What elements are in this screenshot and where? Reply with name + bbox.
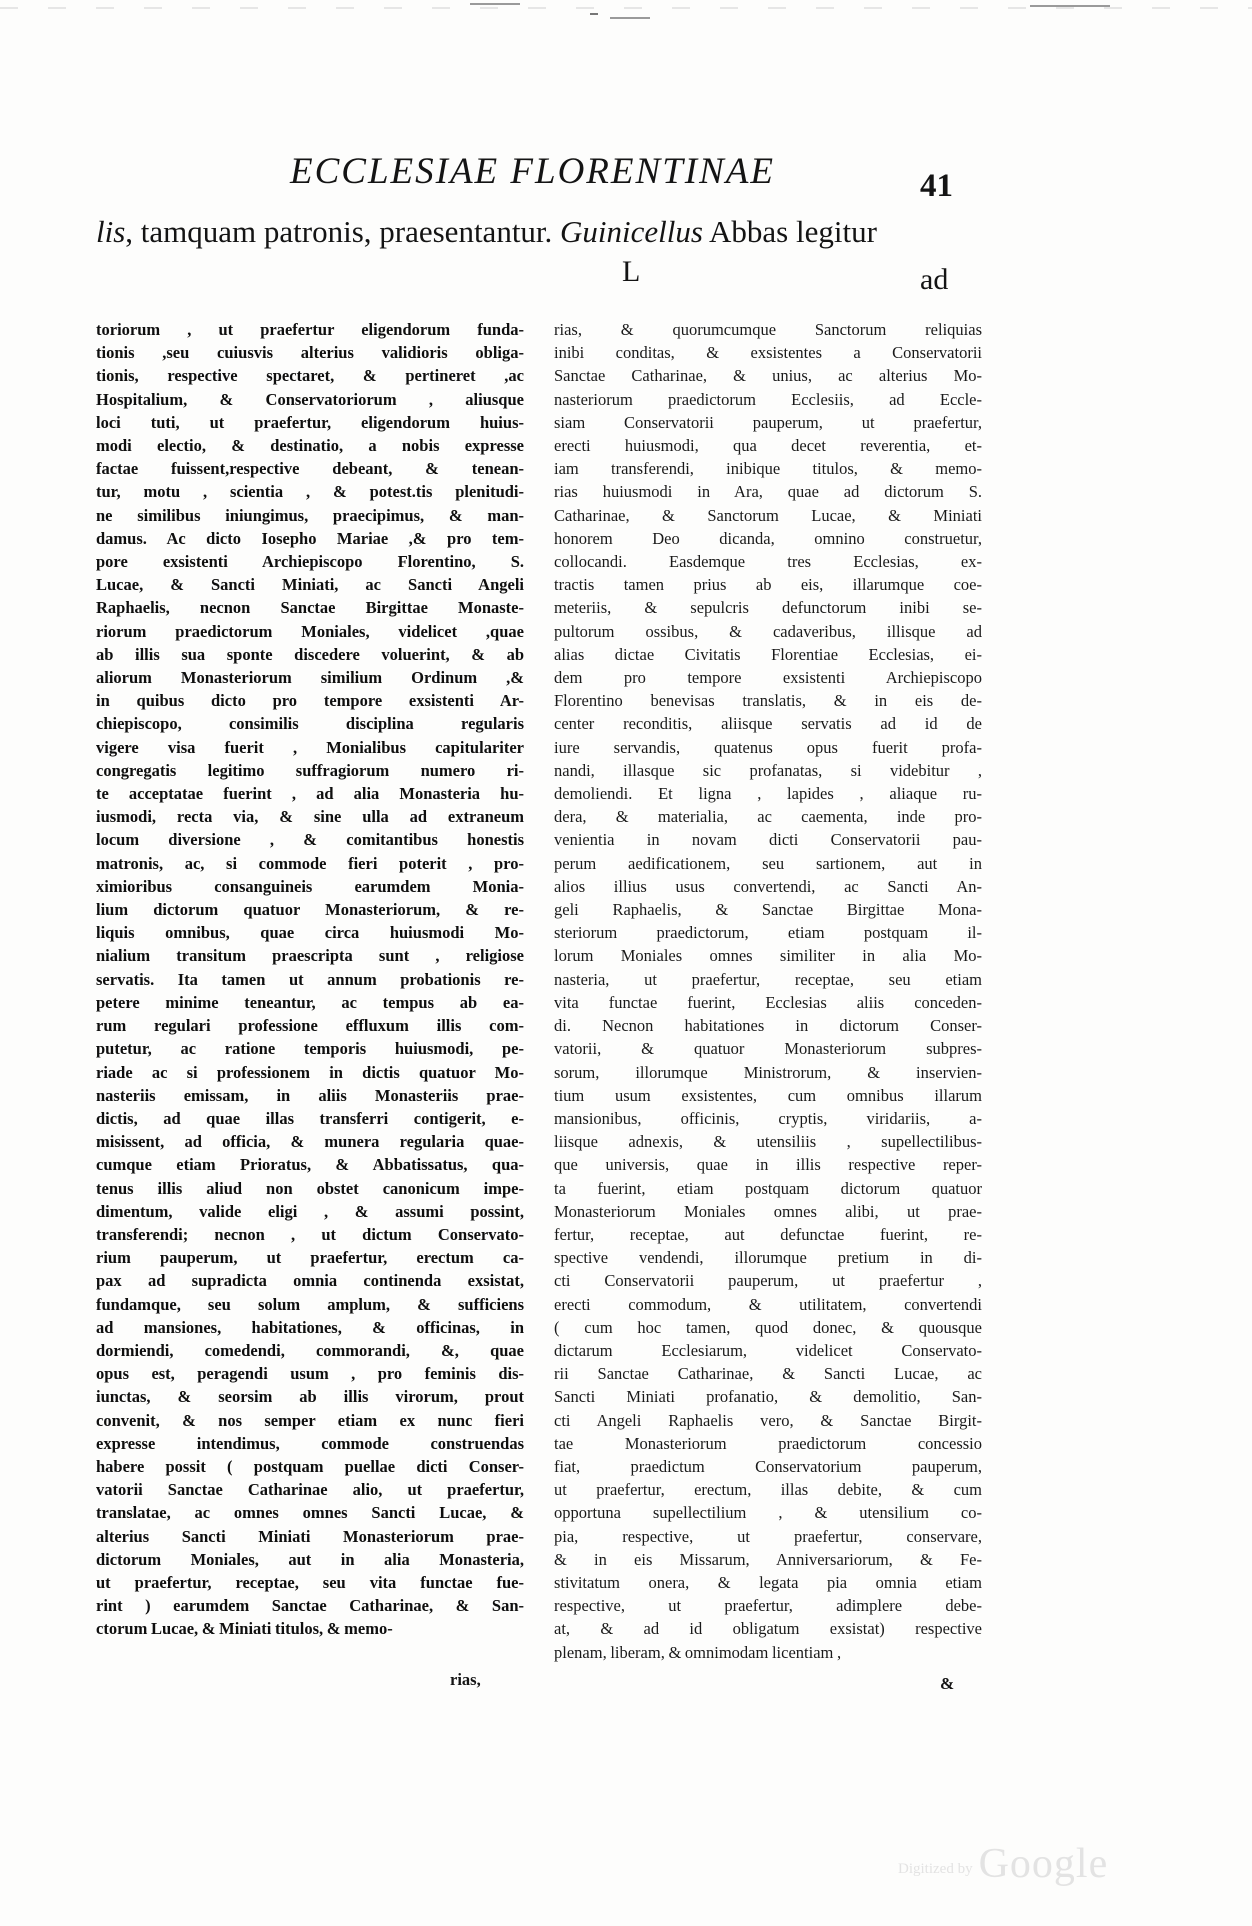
text-line: dormiendi, comedendi, commorandi, &, quae: [96, 1340, 524, 1360]
text-line: chiepiscopo, consimilis disciplina regularis: [96, 714, 524, 734]
text-line: vita functae fuerint, Ecclesias aliis conceden-: [554, 992, 982, 1012]
text-line: ut praefertur, erectum, illas debite, & cum: [554, 1480, 982, 1500]
text-line: at, & ad id obligatum exsistat) respective: [554, 1619, 982, 1639]
text-line: opus est, peragendi usum , pro feminis dis-: [96, 1364, 524, 1384]
text-line: alias dictae Civitatis Florentiae Ecclesias, ei-: [554, 644, 982, 664]
text-line: dictorum Moniales, aut in alia Monasteria,: [96, 1549, 524, 1569]
text-line: tionis ,seu cuiusvis alterius validioris obliga-: [96, 343, 524, 363]
previous-page-tail: [96, 214, 986, 250]
text-line: dera, & materialia, ac caementa, inde pro-: [554, 807, 982, 827]
text-line: iunctas, & seorsim ab illis virorum, prout: [96, 1387, 524, 1407]
text-line: lorum Moniales omnes similiter in alia Mo-: [554, 946, 982, 966]
text-line: pore exsistenti Archiepiscopo Florentino, S.: [96, 552, 524, 572]
text-line: expresse intendimus, commode construendas: [96, 1433, 524, 1453]
text-line: vigere visa fuerit , Monialibus capitulariter: [96, 737, 524, 757]
text-line: congregatis legitimo suffragiorum numero ri-: [96, 760, 524, 780]
text-line: ta fuerint, etiam postquam dictorum quatuor: [554, 1178, 982, 1198]
text-line: in quibus dicto pro tempore exsistenti Ar-: [96, 691, 524, 711]
text-line: tae Monasteriorum praedictorum concessio: [554, 1433, 982, 1453]
text-line: perum aedificationem, seu sartionem, aut in: [554, 853, 982, 873]
text-columns: [96, 318, 986, 1758]
text-line: pia, respective, ut praefertur, conservare,: [554, 1526, 982, 1546]
text-line: opportuna supellectilium , & utensilium co-: [554, 1503, 982, 1523]
left-column-catchword: rias,: [450, 1670, 481, 1689]
text-line: translatae, ac omnes omnes Sancti Lucae, &: [96, 1503, 524, 1523]
text-line: cti Angeli Raphaelis vero, & Sanctae Birgit-: [554, 1410, 982, 1430]
text-line: tium usum exsistentes, cum omnibus illarum: [554, 1085, 982, 1105]
text-line: locum diversione , & comitantibus honestis: [96, 830, 524, 850]
text-line: meteriis, & sepulcris defunctorum inibi se-: [554, 598, 982, 618]
text-line: dem pro tempore exsistenti Archiepiscopo: [554, 668, 982, 688]
text-line: liisque adnexis, & utensiliis , supellectilibus-: [554, 1132, 982, 1152]
text-line: collocandi. Easdemque tres Ecclesias, ex-: [554, 552, 982, 572]
text-line: modi electio, & destinatio, a nobis expresse: [96, 436, 524, 456]
text-line: Sancti Miniati profanatio, & demolitio, San-: [554, 1387, 982, 1407]
text-line: loci tuti, ut praefertur, eligendorum huius-: [96, 412, 524, 432]
text-line: tenus illis aliud non obstet canonicum impe-: [96, 1178, 524, 1198]
text-line: fiat, praedictum Conservatorium pauperum,: [554, 1456, 982, 1476]
text-line: ne similibus iniungimus, praecipimus, & man-: [96, 505, 524, 525]
text-line: aliorum Monasteriorum similium Ordinum ,&: [96, 668, 524, 688]
tail-end: Abbas legitur: [702, 214, 877, 249]
digitized-watermark: [898, 1840, 1108, 1888]
text-line: mansionibus, officinis, cryptis, viridariis, a-: [554, 1108, 982, 1128]
text-line: ( cum hoc tamen, quod donec, & quousque: [554, 1317, 982, 1337]
text-line: Lucae, & Sancti Miniati, ac Sancti Angeli: [96, 575, 524, 595]
text-line: alios illius usus convertendi, ac Sancti An-: [554, 876, 982, 896]
text-line: rint ) earumdem Sanctae Catharinae, & San-: [96, 1596, 524, 1616]
text-line: pultorum ossibus, & cadaveribus, illisque ad: [554, 621, 982, 641]
text-line: plenam, liberam, & omnimodam licentiam ,: [554, 1642, 842, 1662]
text-line: steriorum praedictorum, etiam postquam il-: [554, 923, 982, 943]
text-line: ximioribus consanguineis earumdem Monia-: [96, 876, 524, 896]
text-line: iam transferendi, inibique titulos, & memo-: [554, 459, 982, 479]
text-line: cumque etiam Prioratus, & Abbatissatus, qua-: [96, 1155, 524, 1175]
right-column-catchword: &: [940, 1674, 955, 1693]
text-line: ctorum Lucae, & Miniati titulos, & memo-: [96, 1619, 393, 1639]
text-line: nasteria, ut praefertur, receptae, seu etiam: [554, 969, 982, 989]
text-line: tur, motu , scientia , & potest.tis plenitudi-: [96, 482, 524, 502]
text-line: Monasteriorum Moniales omnes alibi, ut prae-: [554, 1201, 982, 1221]
text-line: te acceptatae fuerint , ad alia Monasteria hu-: [96, 784, 524, 804]
text-line: ad mansiones, habitationes, & officinas, in: [96, 1317, 524, 1337]
text-line: erecti huiusmodi, qua decet reverentia, et-: [554, 436, 982, 456]
text-line: dictis, ad quae illas transferri contigerit, e-: [96, 1108, 524, 1128]
text-line: Sanctae Catharinae, & unius, ac alterius Mo-: [554, 366, 982, 386]
text-line: siam Conservatorii pauperum, ut praefertur,: [554, 412, 982, 432]
text-line: rii Sanctae Catharinae, & Sancti Lucae, ac: [554, 1364, 982, 1384]
text-line: nialium transitum praescripta sunt , religiose: [96, 946, 524, 966]
text-line: rium pauperum, ut praefertur, erectum ca-: [96, 1248, 524, 1268]
gathering-signature: L: [622, 255, 641, 288]
text-line: ab illis sua sponte discedere voluerint, & ab: [96, 644, 524, 664]
page-number: 41: [920, 168, 953, 204]
text-line: pax ad supradicta omnia continenda exsistat,: [96, 1271, 524, 1291]
text-line: stivitatum onera, & legata pia omnia etiam: [554, 1572, 982, 1592]
text-line: putetur, ac ratione temporis huiusmodi, pe-: [96, 1039, 524, 1059]
watermark-big: Google: [978, 1841, 1109, 1887]
text-line: lium dictorum quatuor Monasteriorum, & re-: [96, 900, 524, 920]
text-line: fertur, receptae, aut defunctae fuerint, re-: [554, 1224, 982, 1244]
text-line: honorem Deo dicanda, omnino construetur,: [554, 528, 982, 548]
text-line: di. Necnon habitationes in dictorum Conser-: [554, 1016, 982, 1036]
text-line: cti Conservatorii pauperum, ut praefertur ,: [554, 1271, 982, 1291]
right-column: [554, 318, 982, 1664]
text-line: alterius Sancti Miniati Monasteriorum prae-: [96, 1526, 524, 1546]
text-line: liquis omnibus, quae circa huiusmodi Mo-: [96, 923, 524, 943]
text-line: Raphaelis, necnon Sanctae Birgittae Monaste-: [96, 598, 524, 618]
text-line: demoliendi. Et ligna , lapides , aliaque ru-: [554, 784, 982, 804]
text-line: rum regulari professione effluxum illis com-: [96, 1016, 524, 1036]
text-line: riorum praedictorum Moniales, videlicet ,quae: [96, 621, 524, 641]
text-line: respective, ut praefertur, adimplere debe-: [554, 1596, 982, 1616]
text-line: dimentum, valide eligi , & assumi possint,: [96, 1201, 524, 1221]
text-line: nasteriorum praedictorum Ecclesiis, ad Eccle-: [554, 389, 982, 409]
text-line: tractis tamen prius ab eis, illarumque coe-: [554, 575, 982, 595]
text-line: riade ac si professionem in dictis quatuor Mo-: [96, 1062, 524, 1082]
top-edge-scan-marks: [0, 0, 1252, 40]
text-line: factae fuissent,respective debeant, & tenean-: [96, 459, 524, 479]
tail-italic: lis: [96, 214, 126, 249]
text-line: center reconditis, aliisque servatis ad id de: [554, 714, 982, 734]
left-column: [96, 318, 524, 1641]
text-line: vatorii, & quatuor Monasteriorum subpres-: [554, 1039, 982, 1059]
text-line: nandi, illasque sic profanatas, si videbitur ,: [554, 760, 982, 780]
text-line: convenit, & nos semper etiam ex nunc fieri: [96, 1410, 524, 1430]
text-line: & in eis Missarum, Anniversariorum, & Fe-: [554, 1549, 982, 1569]
running-title: ECCLESIAE FLORENTINAE: [290, 151, 775, 192]
text-line: que universis, quae in illis respective reper-: [554, 1155, 982, 1175]
text-line: sorum, illorumque Ministrorum, & inservien-: [554, 1062, 982, 1082]
text-line: damus. Ac dicto Iosepho Mariae ,& pro tem-: [96, 528, 524, 548]
watermark-small: Digitized by: [898, 1861, 973, 1877]
text-line: vatorii Sanctae Catharinae alio, ut praefertur,: [96, 1480, 524, 1500]
running-head: [0, 150, 1252, 210]
text-line: habere possit ( postquam puellae dicti Conser-: [96, 1456, 524, 1476]
text-line: transferendi; necnon , ut dictum Conservato-: [96, 1224, 524, 1244]
text-line: Florentino benevisas translatis, & in eis de-: [554, 691, 982, 711]
text-line: dictarum Ecclesiarum, videlicet Conservato-: [554, 1340, 982, 1360]
text-line: rias huiusmodi in Ara, quae ad dictorum S.: [554, 482, 982, 502]
text-line: iusmodi, recta via, & sine ulla ad extraneum: [96, 807, 524, 827]
text-line: erecti commodum, & utilitatem, convertendi: [554, 1294, 982, 1314]
text-line: rias, & quorumcumque Sanctorum reliquias: [554, 320, 982, 339]
text-line: misissent, ad officia, & munera regularia quae-: [96, 1132, 524, 1152]
text-line: matronis, ac, si commode fieri poterit , pro-: [96, 853, 524, 873]
text-line: spective vendendi, illorumque pretium in di-: [554, 1248, 982, 1268]
text-line: tionis, respective spectaret, & pertineret ,ac: [96, 366, 524, 386]
text-line: Hospitalium, & Conservatoriorum , aliusque: [96, 389, 524, 409]
text-line: toriorum , ut praefertur eligendorum funda-: [96, 320, 524, 339]
text-line: geli Raphaelis, & Sanctae Birgittae Mona-: [554, 900, 982, 920]
catchword-top: ad: [920, 263, 949, 296]
text-line: nasteriis emissam, in aliis Monasteriis prae-: [96, 1085, 524, 1105]
text-line: fundamque, seu solum amplum, & sufficiens: [96, 1294, 524, 1314]
signature-line: [0, 255, 1252, 295]
text-line: ut praefertur, receptae, seu vita functae fue-: [96, 1572, 524, 1592]
text-line: inibi conditas, & exsistentes a Conservatorii: [554, 343, 982, 363]
text-line: petere minime teneantur, ac tempus ab ea-: [96, 992, 524, 1012]
text-line: iure servandis, quatenus opus fuerit profa-: [554, 737, 982, 757]
tail-name: Guinicellus: [560, 214, 703, 249]
text-line: venientia in novam dicti Conservatorii pau-: [554, 830, 982, 850]
text-line: servatis. Ita tamen ut annum probationis re-: [96, 969, 524, 989]
tail-text: , tamquam patronis, praesentantur.: [125, 214, 561, 249]
text-line: Catharinae, & Sanctorum Lucae, & Miniati: [554, 505, 982, 525]
